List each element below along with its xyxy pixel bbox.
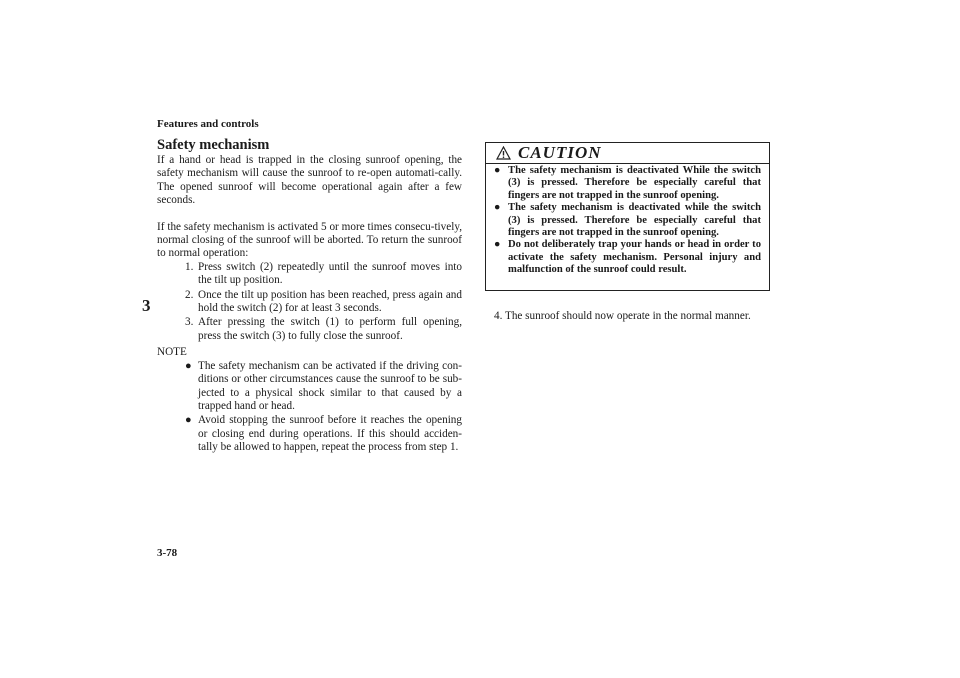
step-number: 3.: [185, 316, 194, 329]
chapter-number: 3: [142, 296, 151, 315]
caution-body: [486, 164, 769, 277]
bullet-icon: ●: [494, 202, 501, 214]
bullet-icon: ●: [185, 414, 192, 427]
bullet-icon: ●: [185, 359, 192, 372]
note-text: The safety mechanism can be activated if the driving con-ditions or other circumstances cause the sunroof to be sub-jected to a physical shock similar to that caused by a trapped hand or head.: [198, 359, 462, 412]
step-item: [157, 289, 462, 316]
step-number: 2.: [185, 288, 194, 301]
note-label: NOTE: [157, 346, 187, 359]
main-column: [157, 137, 462, 456]
bullet-icon: ●: [494, 165, 501, 176]
step-text: After pressing the switch (1) to perform full opening, press the switch (3) to fully close the sunroof.: [198, 316, 462, 342]
intro-paragraph: If a hand or head is trapped in the closing sunroof opening, the safety mechanism will cause the sunroof to re-open automati-cally. The opened sunroof will become operational again after a few seconds.: [157, 154, 462, 207]
bullet-icon: ●: [494, 239, 501, 251]
final-step: 4. The sunroof should now operate in the normal manner.: [494, 310, 751, 322]
step-number: 1.: [185, 260, 194, 273]
step-text: Press switch (2) repeatedly until the sunroof moves into the tilt up position.: [198, 260, 462, 287]
section-title: Safety mechanism: [157, 137, 270, 153]
warning-triangle-icon: [496, 146, 511, 160]
step-text: Once the tilt up position has been reached, press again and hold the switch (2) for at least 3 seconds.: [198, 288, 462, 315]
caution-item: [494, 165, 761, 202]
caution-text: The safety mechanism is deactivated while the switch (3) is pressed. Therefore be especially careful that fingers are not trapped in the sunroof opening.: [508, 202, 761, 239]
note-item: [157, 360, 462, 414]
caution-header: [486, 143, 769, 164]
caution-title: CAUTION: [518, 143, 602, 162]
note-item: [157, 414, 462, 454]
reset-paragraph: If the safety mechanism is activated 5 or more times consecu-tively, normal closing of the sunroof will be aborted. To return the sunroof to normal operation:: [157, 220, 462, 260]
step-list: [157, 261, 462, 343]
caution-text: The safety mechanism is deactivated While the switch (3) is pressed. Therefore be especially careful that fingers are not trapped in the sunroof opening.: [508, 165, 761, 201]
step-item: [157, 261, 462, 288]
caution-item: [494, 202, 761, 239]
caution-text: Do not deliberately trap your hands or head in order to activate the safety mechanism. Personal injury and malfunction of the sunroof could result.: [508, 239, 761, 276]
step-item: [157, 316, 462, 343]
caution-item: [494, 239, 761, 276]
running-header: Features and controls: [157, 118, 259, 130]
caution-box: [485, 142, 770, 291]
note-text: Avoid stopping the sunroof before it reaches the opening or closing end during operations. If this should acciden-tally be allowed to happen, repeat the process from step 1.: [198, 414, 462, 454]
page-number: 3-78: [157, 547, 178, 559]
